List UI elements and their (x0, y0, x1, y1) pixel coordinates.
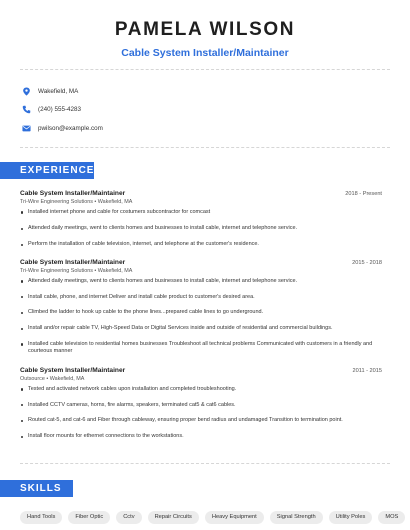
skill-tag: Fiber Optic (68, 511, 110, 524)
skill-tag: Repair Circuits (148, 511, 199, 524)
job-bullets (20, 209, 382, 249)
job-bullets (20, 278, 382, 355)
contact-divider (20, 147, 390, 148)
candidate-title: Cable System Installer/Maintainer (121, 47, 289, 59)
resume-header (0, 0, 410, 59)
phone-icon (22, 105, 31, 114)
job-company: Outsource (20, 376, 45, 382)
bullet-item: Installed cable television to residential homes businesses Troubleshoot all technical problems Communicated with customers in a friendly and courteous manner (20, 341, 382, 355)
bullet-item: Install cable, phone, and internet Deliver and install cable product to customer's desired area. (20, 294, 382, 301)
skill-tag: Utility Poles (329, 511, 373, 524)
job-company: Tri-Wire Engineering Solutions (20, 199, 93, 205)
map-pin-icon (22, 87, 31, 96)
bullet-item: Climbed the ladder to hook up cable to the phone lines...prepared cable lines to go underground. (20, 309, 382, 316)
bullet-item: Attended daily meetings, went to clients homes and businesses to install cable, internet and telephone service. (20, 278, 382, 285)
skill-tag: MOS (378, 511, 405, 524)
experience-divider (20, 463, 390, 464)
bullet-item: Perform the installation of cable television, internet, and telephone at the customer's residence. (20, 241, 382, 248)
header-divider (20, 69, 390, 70)
job-dates: 2011 - 2015 (352, 368, 382, 374)
skill-tag: Cctv (116, 511, 141, 524)
job-org: Tri-Wire Engineering Solutions • Wakefield, MA (20, 199, 133, 205)
job-dates: 2018 - Present (345, 191, 382, 197)
bullet-item: Install and/or repair cable TV, High-Speed Data or Digital Services inside and outside of residential and commercial buildings. (20, 325, 382, 332)
bullet-item: Installed internet phone and cable for costumers subcontractor for comcast (20, 209, 382, 216)
job-org: Outsource • Wakefield, MA (20, 376, 85, 382)
job-company: Tri-Wire Engineering Solutions (20, 268, 93, 274)
experience-heading: EXPERIENCE (0, 162, 94, 179)
job-location: Wakefield, MA (97, 199, 133, 205)
skills-heading: SKILLS (0, 480, 73, 497)
contact-phone (22, 101, 382, 120)
skill-tag: Hand Tools (20, 511, 62, 524)
bullet-item: Installed CCTV cameras, horns, fire alarms, speakers, terminated cat5 & cat6 cables. (20, 402, 382, 409)
job-entry (20, 259, 382, 355)
job-entry (20, 190, 382, 249)
bullet-item: Attended daily meetings, went to clients homes and businesses to install cable, internet and telephone service. (20, 225, 382, 232)
bullet-item: Routed cat-5, and cat-6 and Fiber through cableway, ensuring proper bend radius and undamaged Transition to termination point. (20, 417, 382, 424)
job-role: Cable System Installer/Maintainer (20, 190, 126, 197)
job-entry (20, 367, 382, 440)
job-org: Tri-Wire Engineering Solutions • Wakefield, MA (20, 268, 133, 274)
job-role: Cable System Installer/Maintainer (20, 367, 126, 374)
phone-text: (240) 555-4283 (38, 106, 82, 114)
email-text: pwilson@example.com (38, 124, 103, 132)
envelope-icon (22, 124, 31, 133)
candidate-name: PAMELA WILSON (114, 19, 296, 40)
contact-email (22, 119, 382, 138)
bullet-item: Tested and activated network cables upon installation and completed troubleshooting. (20, 386, 382, 393)
bullet-item: Install floor mounts for ethernet connections to the workstations. (20, 433, 382, 440)
contact-info (22, 82, 382, 138)
location-text: Wakefield, MA (38, 87, 79, 95)
skills-list (20, 511, 405, 524)
skill-tag: Signal Strength (270, 511, 323, 524)
contact-location (22, 82, 382, 101)
job-bullets (20, 386, 382, 440)
job-dates: 2015 - 2018 (352, 260, 382, 266)
job-location: Wakefield, MA (49, 376, 85, 382)
job-role: Cable System Installer/Maintainer (20, 259, 126, 266)
skill-tag: Heavy Equipment (205, 511, 264, 524)
job-location: Wakefield, MA (97, 268, 133, 274)
